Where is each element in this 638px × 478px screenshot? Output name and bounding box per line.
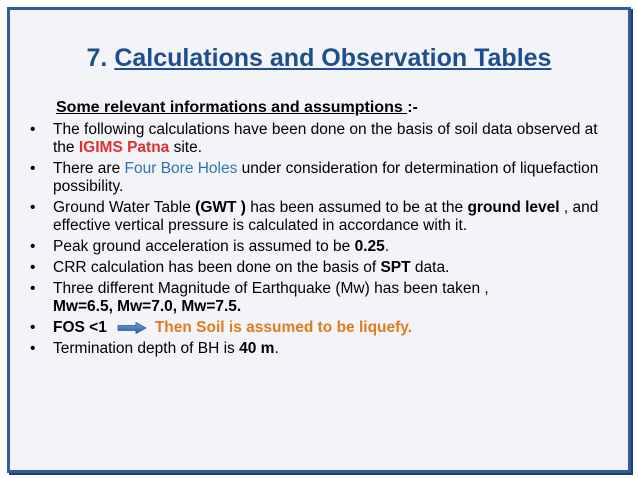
list-item [30,238,600,256]
bullet-text: site. [169,139,203,156]
bullet-text: Ground Water Table [53,199,196,216]
bore-holes-highlight: Four Bore Holes [124,160,238,177]
bullet-text: CRR calculation has been done on the basis of [53,259,381,276]
list-item [30,199,600,235]
termination-depth: 40 m [239,340,275,357]
gwt-label: (GWT ) [195,199,246,216]
slide-title [0,44,638,73]
bullet-text: . [384,238,390,255]
bullet-text: , and effective vertical pressure is calculated in accordance with it. [53,199,599,234]
site-name: IGIMS Patna [78,139,170,156]
list-item [30,280,600,316]
list-item [30,340,600,358]
bullet-text: There are [53,160,125,177]
subheading-text: Some relevant informations and assumptions [56,99,408,116]
assumptions-list [30,121,600,361]
pga-value: 0.25 [354,238,385,255]
bullet-text: data. [410,259,450,276]
title-number: 7. [86,44,115,72]
bullet-text: The following calculations have been done on the basis of soil data observed at the [53,121,598,156]
spt-label: SPT [380,259,411,276]
fos-label: FOS <1 [53,319,107,336]
liquefy-result: Then Soil is assumed to be liquefy. [154,319,413,336]
bullet-text: under consideration for determination of liquefaction possibility. [53,160,599,195]
ground-level-label: ground level [467,199,560,216]
list-item [30,160,600,196]
bullet-text: Termination depth of BH is [53,340,240,357]
subheading-suffix: :- [407,99,418,116]
list-item [30,121,600,157]
bullet-text: Three different Magnitude of Earthquake (Mw) has been taken , [53,280,489,297]
bullet-text: has been assumed to be at the [245,199,468,216]
list-item [30,319,600,337]
bullet-text: Peak ground acceleration is assumed to be [53,238,355,255]
title-text: Calculations and Observation Tables [114,44,552,72]
subheading [56,99,418,117]
magnitude-values: Mw=6.5, Mw=7.0, Mw=7.5. [53,298,242,315]
bullet-text: . [274,340,279,357]
list-item [30,259,600,277]
right-arrow-icon [117,322,147,334]
